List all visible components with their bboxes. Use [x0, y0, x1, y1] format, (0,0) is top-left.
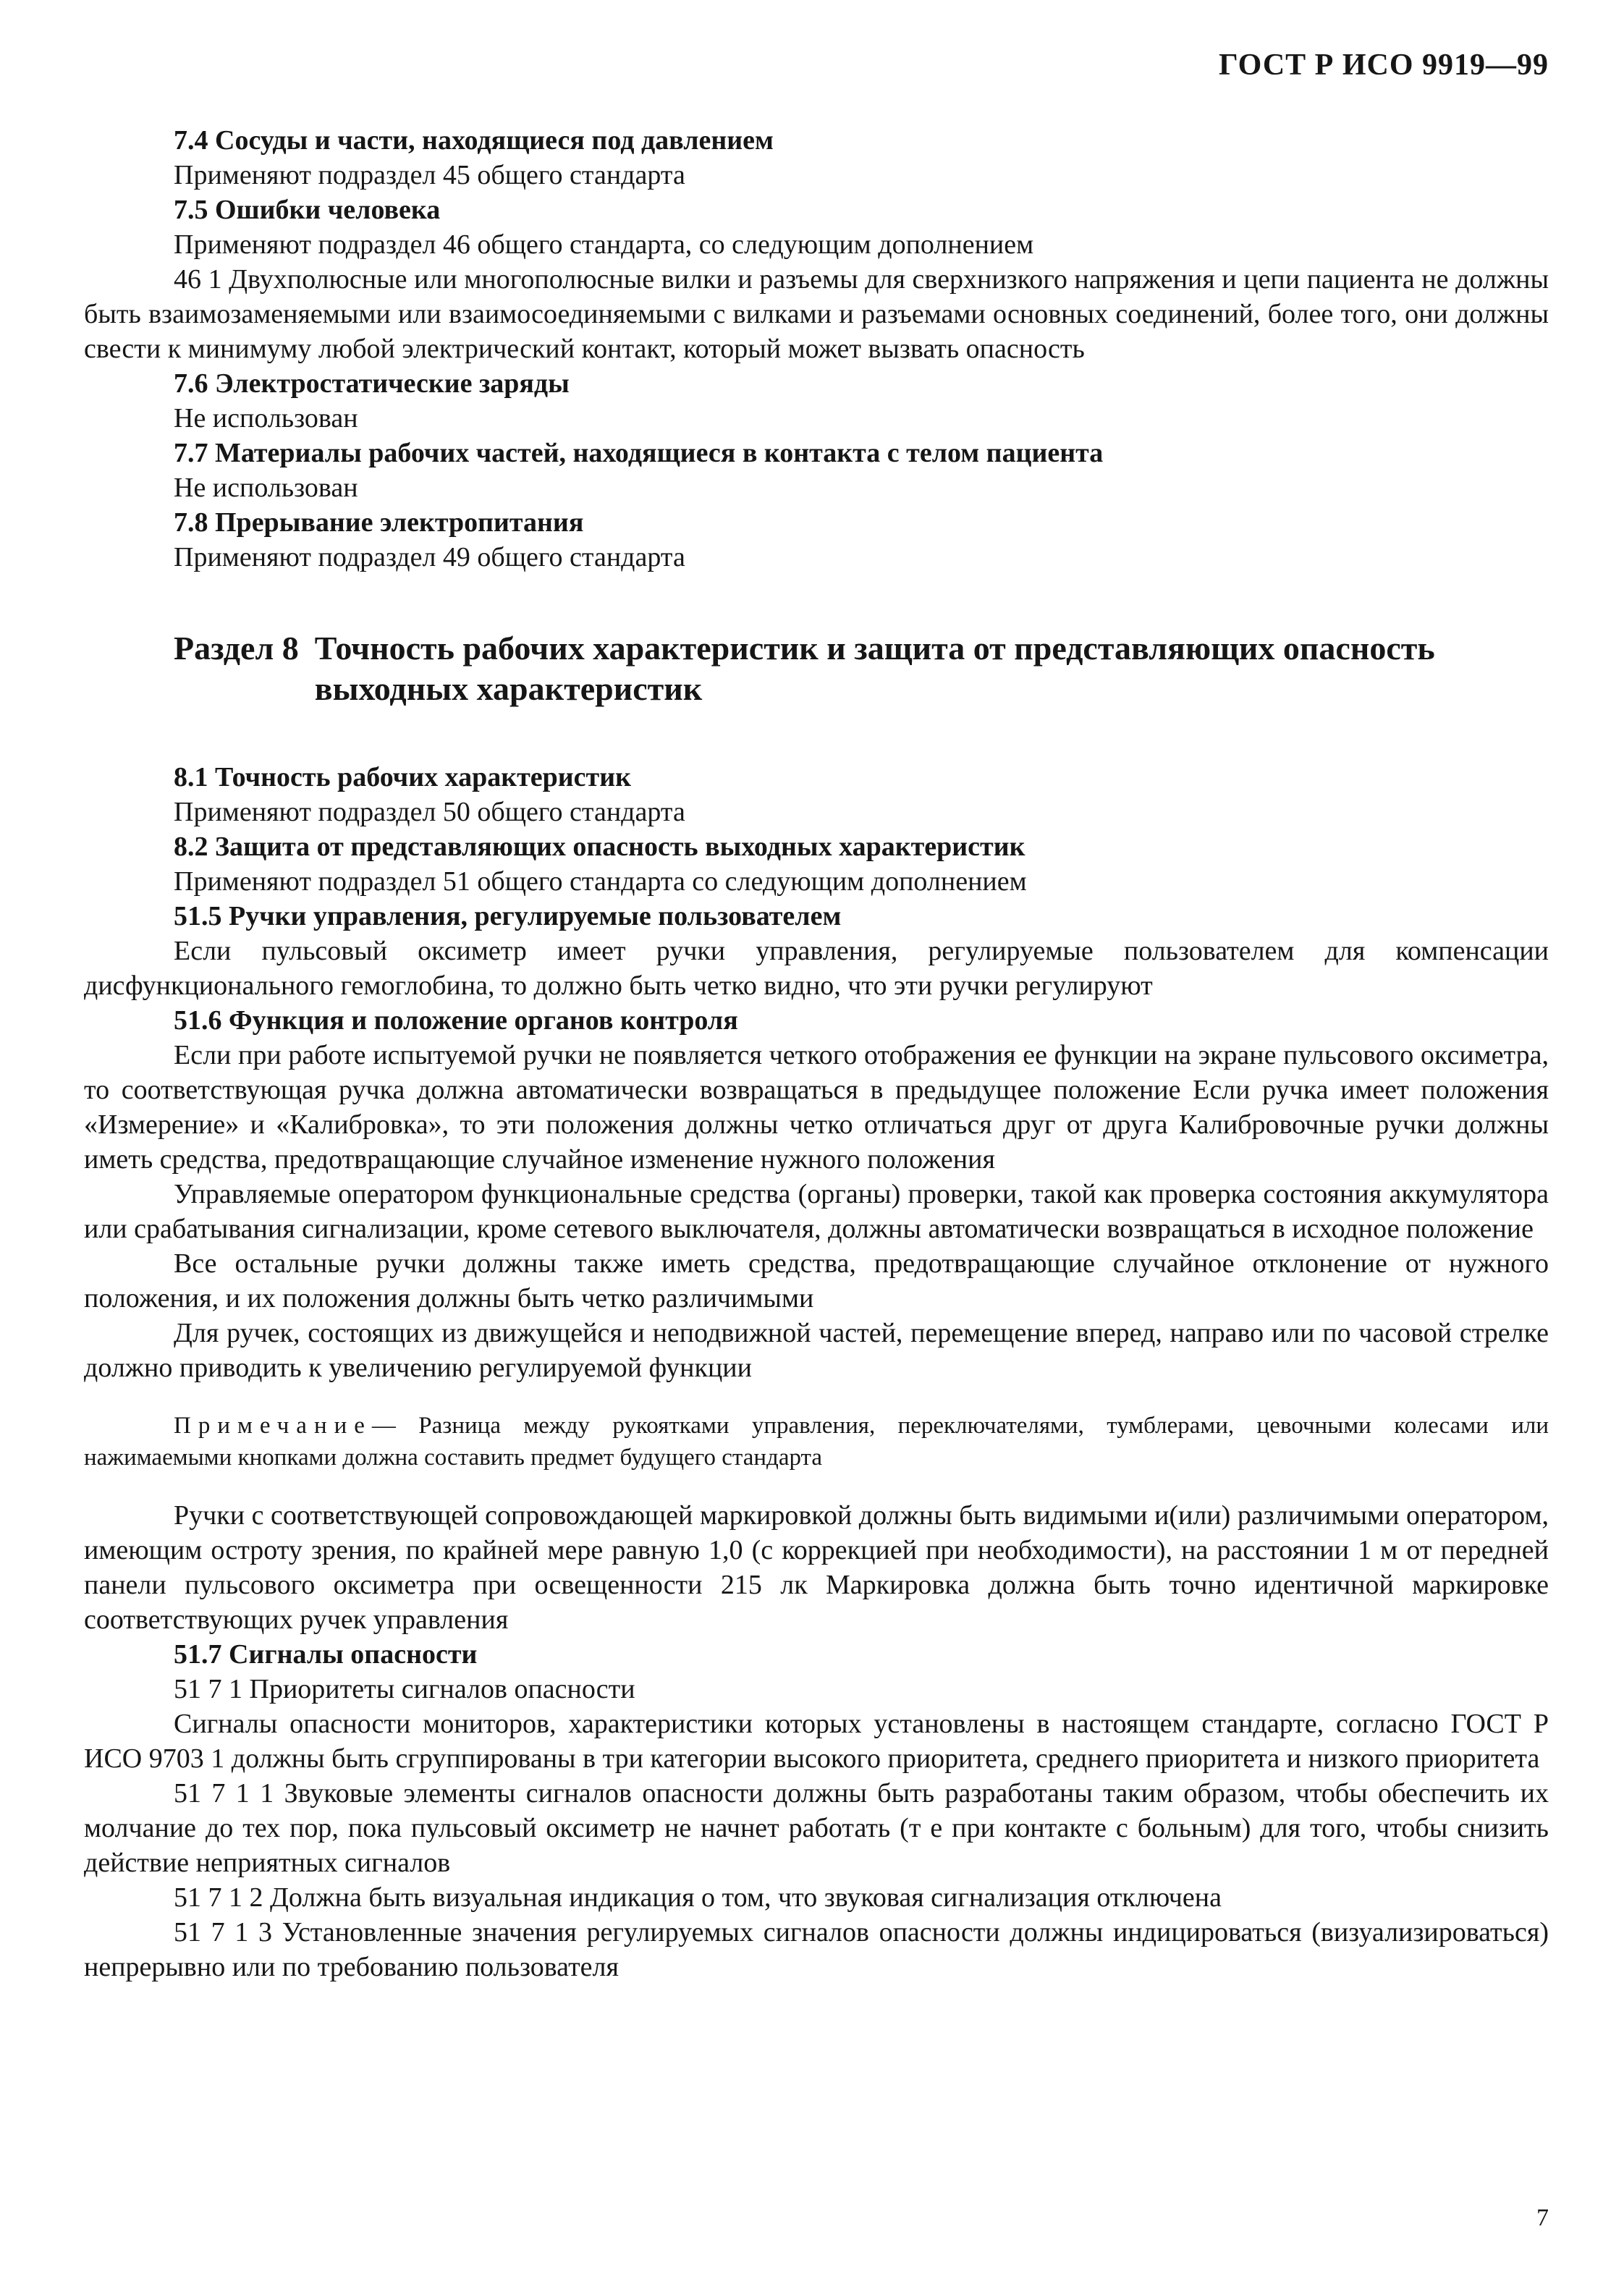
subsection-text-7-8: Применяют подраздел 49 общего стандарта — [174, 542, 685, 572]
paragraph-51-6-a: Если при работе испытуемой ручки не появляется четкого отображения ее функции на экране пульсового оксиметра, то соответствующая ручка должна автоматически возвращаться в предыдущее положение Если ручка имеет положения «Измерение» и «Калибровка», то эти положения должны четко отличаться друг от друга Калибровочные ручки должны иметь средства, предотвращающие случайное изменение нужного положения — [84, 1040, 1549, 1175]
subsection-text-7-4: Применяют подраздел 45 общего стандарта — [174, 160, 685, 190]
paragraph-51-7-1-1: 51 7 1 1 Звуковые элементы сигналов опасности должны быть разработаны таким образом, чтобы обеспечить их молчание до тех пор, пока пульсовый оксиметр не начнет работать (т е при контакте с больным) для того, чтобы снизить действие неприятных сигналов — [84, 1778, 1549, 1878]
subsection-heading-7-6: 7.6 Электростатические заряды — [174, 368, 570, 399]
paragraph-51-7-1-2: 51 7 1 2 Должна быть визуальная индикация о том, что звуковая сигнализация отключена — [174, 1882, 1222, 1913]
paragraph-51-7-1-a: Сигналы опасности мониторов, характеристики которых установлены в настоящем стандарте, согласно ГОСТ Р ИСО 9703 1 должны быть сгруппированы в три категории высокого приоритета, среднего приоритета и низкого приоритета — [84, 1709, 1549, 1774]
section-8-title-text: Точность рабочих характеристик и защита от представляющих опасность выходных характеристик — [314, 630, 1435, 707]
paragraph-51-6-b: Управляемые оператором функциональные средства (органы) проверки, такой как проверка состояния аккумулятора или срабатывания сигнализации, кроме сетевого выключателя, должны автоматически возвращаться в исходное положение — [84, 1179, 1549, 1244]
note-block — [84, 1410, 1549, 1473]
paragraph-51-7-1-3: 51 7 1 3 Установленные значения регулируемых сигналов опасности должны индицироваться (визуализироваться) непрерывно или по требованию пользователя — [84, 1917, 1549, 1982]
paragraph-51-6-c: Все остальные ручки должны также иметь средства, предотвращающие случайное отклонение от нужного положения, и их положения должны быть четко различимыми — [84, 1248, 1549, 1314]
paragraph-51-6-d: Для ручек, состоящих из движущейся и неподвижной частей, перемещение вперед, направо или по часовой стрелке должно приводить к увеличению регулируемой функции — [84, 1318, 1549, 1383]
subsection-heading-7-4: 7.4 Сосуды и части, находящиеся под давлением — [174, 125, 774, 156]
page-number: 7 — [1536, 2204, 1549, 2231]
subsection-text-7-6: Не использован — [174, 403, 358, 434]
subsection-text-7-5: Применяют подраздел 46 общего стандарта, со следующим дополнением — [174, 229, 1034, 260]
paragraph-51-6-e: Ручки с соответствующей сопровождающей маркировкой должны быть видимыми и(или) различимыми оператором, имеющим остроту зрения, по крайней мере равную 1,0 (с коррекцией при необходимости), на расстоянии 1 м от передней панели пульсового оксиметра при освещенности 215 лк Маркировка должна быть точно идентичной маркировке соответствующих ручек управления — [84, 1500, 1549, 1635]
subsection-heading-7-7: 7.7 Материалы рабочих частей, находящиеся в контакта с телом пациента — [174, 438, 1104, 468]
subsection-heading-51-6: 51.6 Функция и положение органов контроля — [174, 1005, 738, 1036]
section-8-title — [174, 628, 1549, 709]
note-label: Примечание — [174, 1413, 372, 1439]
document-header-id: ГОСТ Р ИСО 9919—99 — [1218, 48, 1549, 82]
subsection-text-7-7: Не использован — [174, 473, 358, 503]
paragraph-51-7-1: 51 7 1 Приоритеты сигналов опасности — [174, 1674, 635, 1704]
subsection-heading-7-8: 7.8 Прерывание электропитания — [174, 507, 584, 538]
subsection-heading-51-5: 51.5 Ручки управления, регулируемые пользователем — [174, 901, 842, 931]
section-8-number: Раздел 8 — [174, 630, 299, 667]
subsection-text-8-2: Применяют подраздел 51 общего стандарта со следующим дополнением — [174, 866, 1027, 897]
subsection-heading-8-1: 8.1 Точность рабочих характеристик — [174, 762, 631, 792]
subsection-heading-7-5: 7.5 Ошибки человека — [174, 195, 441, 225]
subsection-text-8-1: Применяют подраздел 50 общего стандарта — [174, 797, 685, 827]
subsection-heading-51-7: 51.7 Сигналы опасности — [174, 1639, 478, 1670]
note-text: — Разница между рукоятками управления, переключателями, тумблерами, цевочными колесами или нажимаемыми кнопками должна составить предмет будущего стандарта — [84, 1413, 1549, 1471]
document-body — [84, 123, 1549, 1984]
paragraph-46-1: 46 1 Двухполюсные или многополюсные вилки и разъемы для сверхнизкого напряжения и цепи пациента не должны быть взаимозаменяемыми или взаимосоединяемыми с вилками и разъемами основных соединений, более того, они должны свести к минимуму любой электрический контакт, который может вызвать опасность — [84, 264, 1549, 364]
paragraph-51-5: Если пульсовый оксиметр имеет ручки управления, регулируемые пользователем для компенсации дисфункционального гемоглобина, то должно быть четко видно, что эти ручки регулируют — [84, 936, 1549, 1001]
subsection-heading-8-2: 8.2 Защита от представляющих опасность выходных характеристик — [174, 832, 1025, 862]
